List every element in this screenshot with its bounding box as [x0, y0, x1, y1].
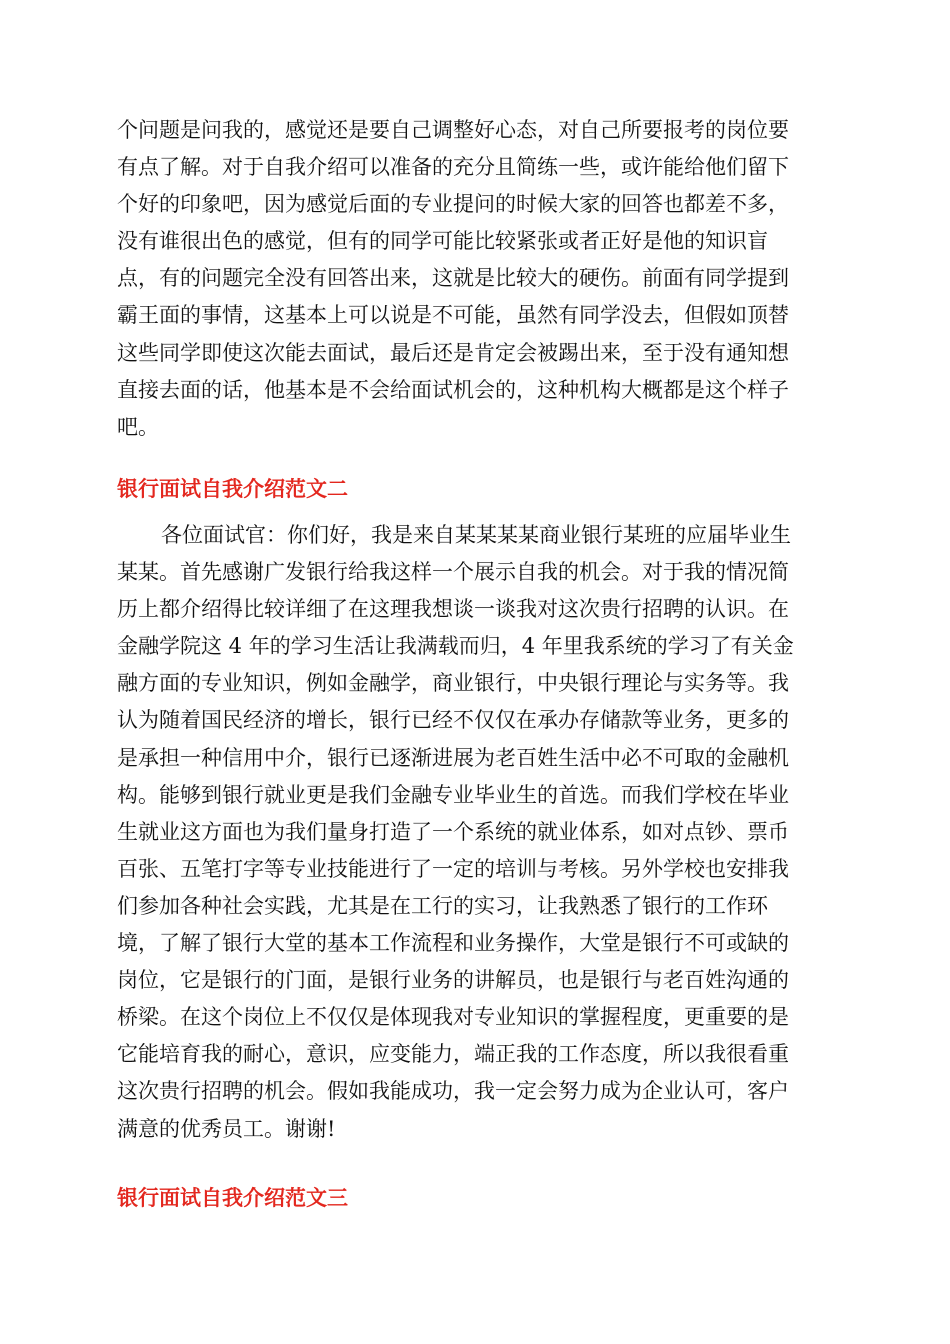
paragraph-line: 们参加各种社会实践，尤其是在工行的实习，让我熟悉了银行的工作环: [117, 893, 768, 918]
paragraph-line: 这些同学即使这次能去面试，最后还是肯定会被踢出来，至于没有通知想: [117, 340, 789, 365]
section-heading-3: 银行面试自我介绍范文三: [117, 1186, 348, 1210]
paragraph-line: 满意的优秀员工。谢谢!: [117, 1116, 336, 1141]
paragraph-line: 点，有的问题完全没有回答出来，这就是比较大的硬伤。前面有同学提到: [117, 266, 789, 291]
paragraph-line: 有点了解。对于自我介绍可以准备的充分且简练一些，或许能给他们留下: [117, 155, 789, 180]
paragraph-line: 各位面试官：你们好，我是来自某某某某商业银行某班的应届毕业生: [161, 523, 791, 547]
paragraph-line: 百张、五笔打字等专业技能进行了一定的培训与考核。另外学校也安排我: [117, 856, 789, 881]
paragraph-line: 它能培育我的耐心，意识，应变能力，端正我的工作态度，所以我很看重: [117, 1042, 789, 1067]
paragraph-line: 境，了解了银行大堂的基本工作流程和业务操作，大堂是银行不可或缺的: [117, 931, 789, 956]
paragraph-line: 这次贵行招聘的机会。假如我能成功，我一定会努力成为企业认可，客户: [117, 1079, 789, 1104]
paragraph-line: 个好的印象吧，因为感觉后面的专业提问的时候大家的回答也都差不多，: [117, 192, 789, 217]
paragraph-line: 历上都介绍得比较详细了在这理我想谈一谈我对这次贵行招聘的认识。在: [117, 597, 789, 622]
paragraph-line: 岗位，它是银行的门面，是银行业务的讲解员，也是银行与老百姓沟通的: [117, 968, 789, 993]
paragraph-line: 没有谁很出色的感觉，但有的同学可能比较紧张或者正好是他的知识盲: [117, 229, 768, 254]
paragraph-line: 直接去面的话，他基本是不会给面试机会的，这种机构大概都是这个样子: [117, 377, 789, 402]
paragraph-line: 金融学院这 4 年的学习生活让我满载而归，4 年里我系统的学习了有关金: [117, 634, 794, 659]
paragraph-line: 桥梁。在这个岗位上不仅仅是体现我对专业知识的掌握程度，更重要的是: [117, 1005, 789, 1030]
paragraph-line: 霸王面的事情，这基本上可以说是不可能，虽然有同学没去，但假如顶替: [117, 303, 789, 328]
paragraph-line: 融方面的专业知识，例如金融学，商业银行，中央银行理论与实务等。我: [117, 671, 789, 696]
paragraph-line: 生就业这方面也为我们量身打造了一个系统的就业体系，如对点钞、票币: [117, 819, 789, 844]
paragraph-line: 是承担一种信用中介，银行已逐渐进展为老百姓生活中必不可取的金融机: [117, 745, 789, 770]
paragraph-line: 认为随着国民经济的增长，银行已经不仅仅在承办存储款等业务，更多的: [117, 708, 789, 733]
paragraph-line: 构。能够到银行就业更是我们金融专业毕业生的首选。而我们学校在毕业: [117, 782, 789, 807]
paragraph-line: 某某。首先感谢广发银行给我这样一个展示自我的机会。对于我的情况简: [117, 560, 789, 585]
self-introduction-paragraph: [117, 517, 835, 1148]
paragraph-continued: [117, 112, 835, 446]
paragraph-line: 吧。: [117, 414, 159, 439]
section-heading-2: 银行面试自我介绍范文二: [117, 477, 348, 501]
paragraph-line: 个问题是问我的，感觉还是要自己调整好心态，对自己所要报考的岗位要: [117, 118, 789, 142]
